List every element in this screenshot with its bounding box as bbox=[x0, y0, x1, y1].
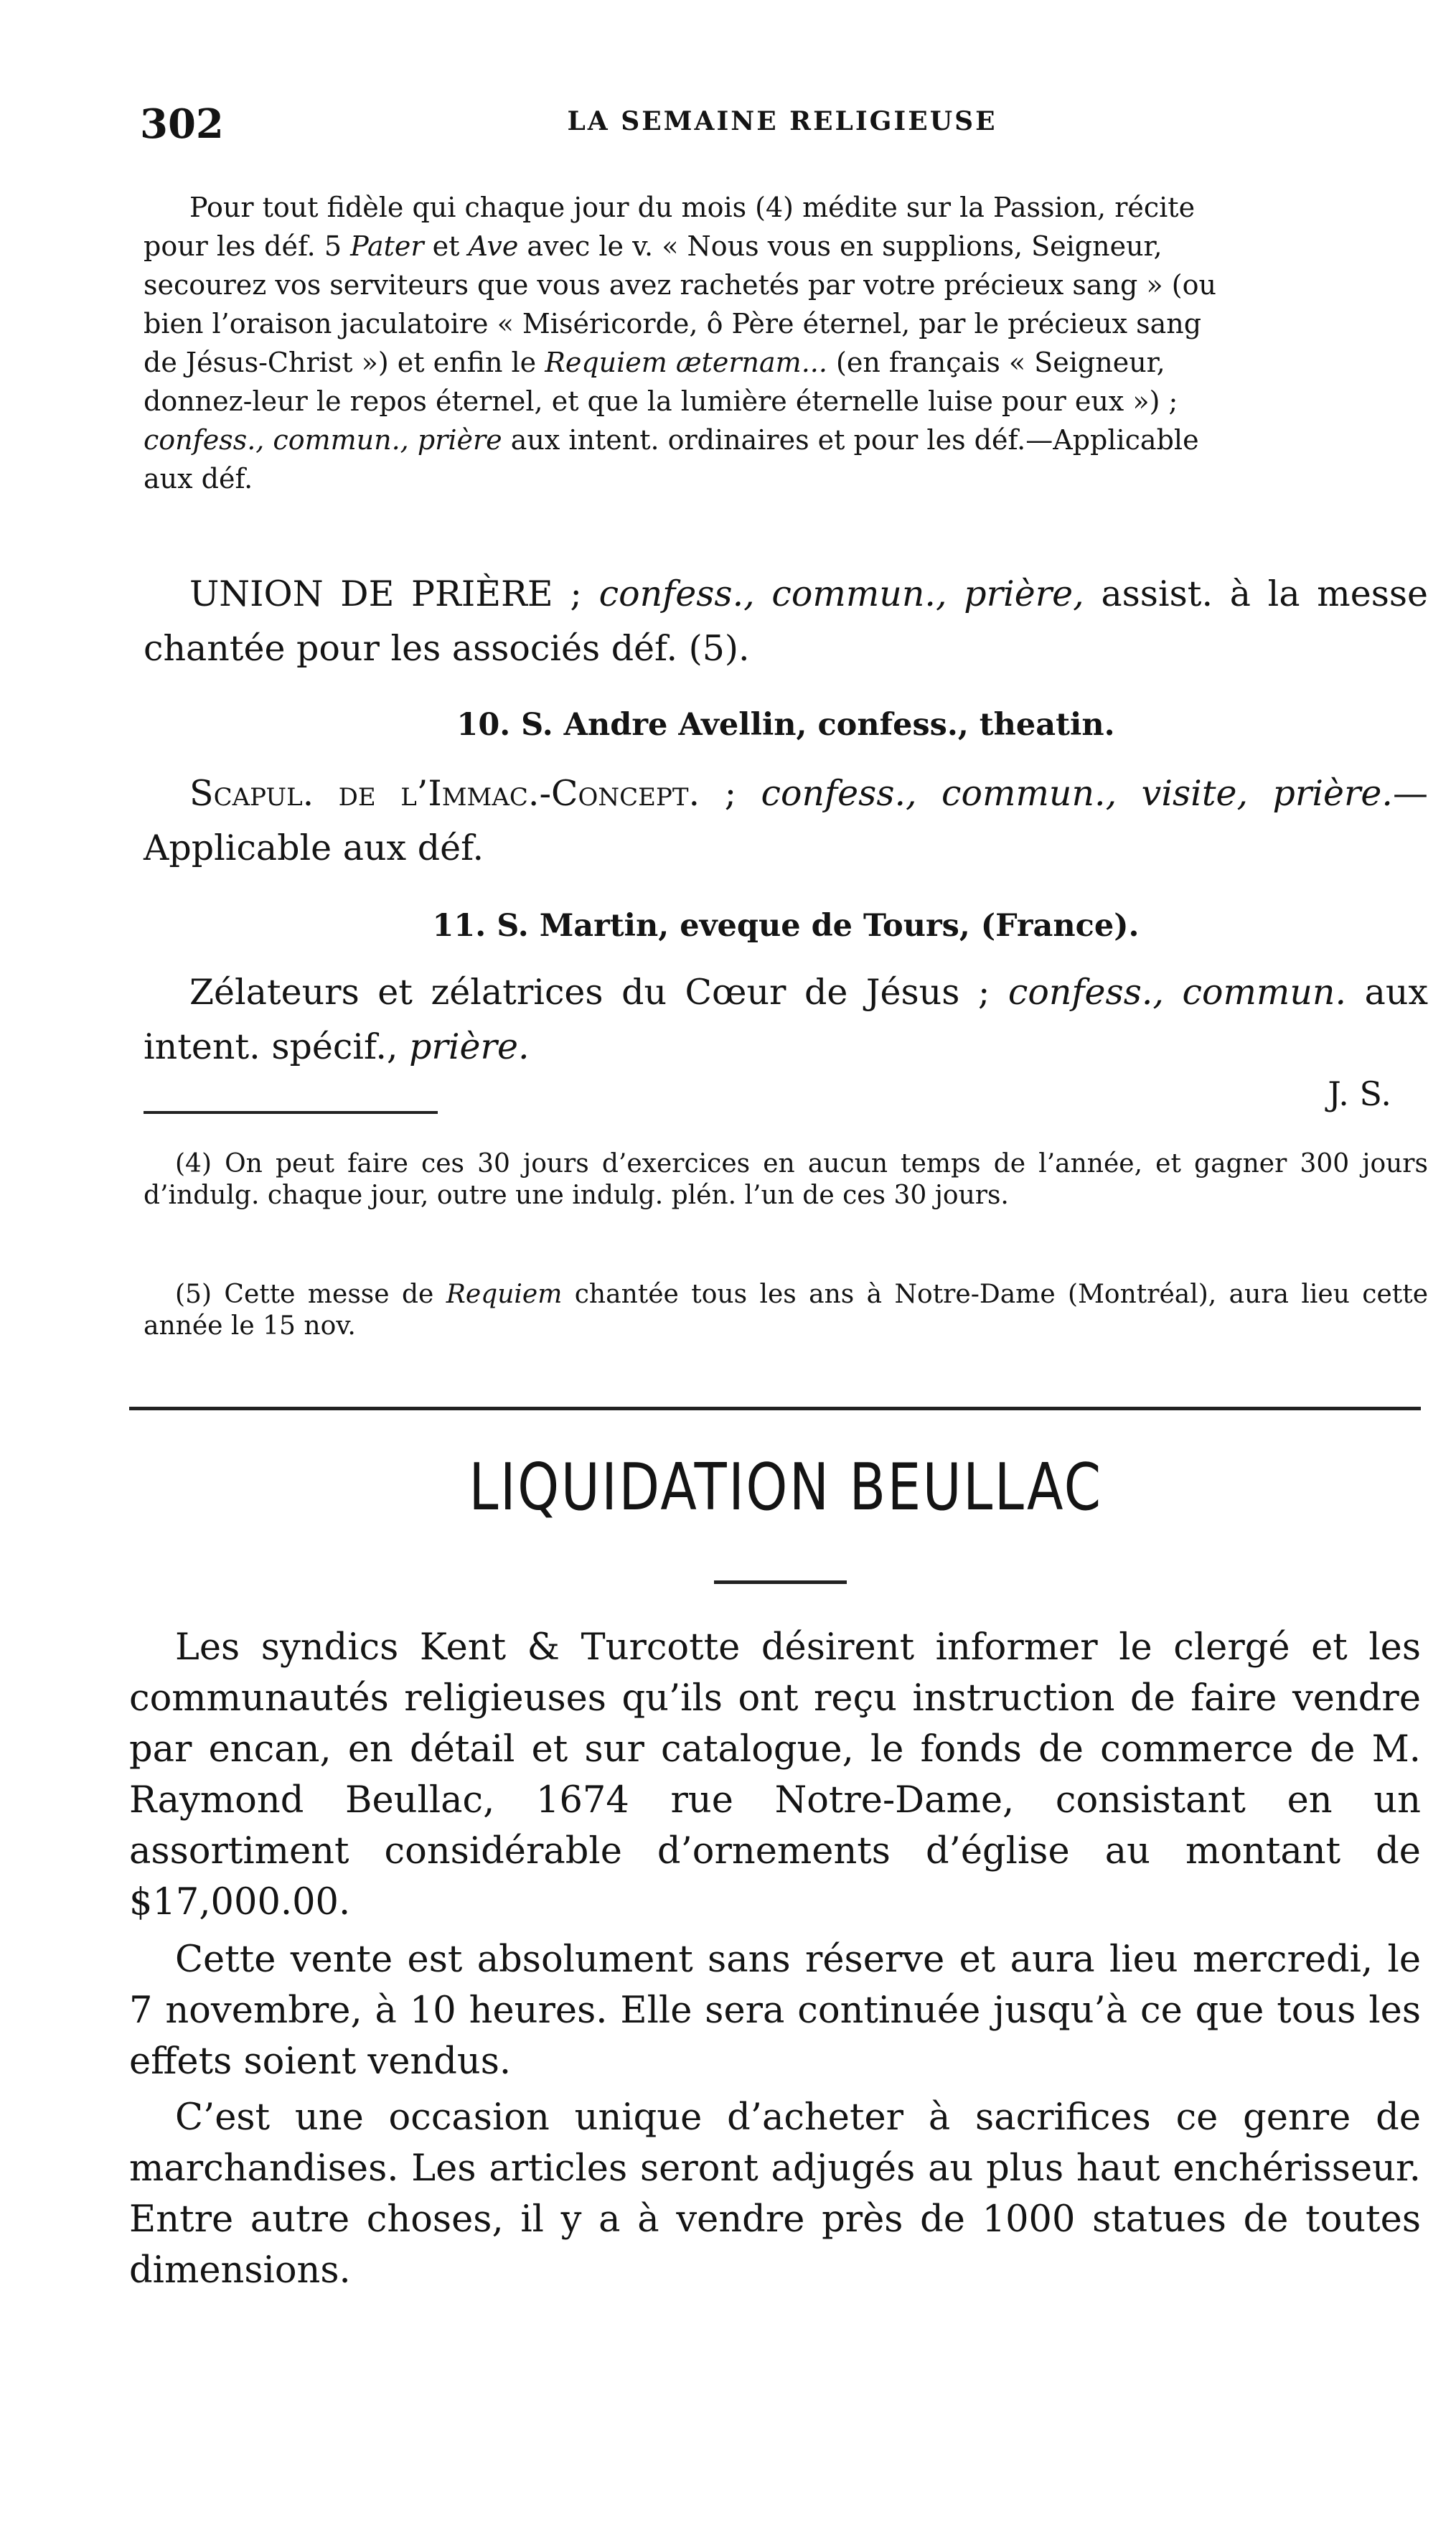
text-line: Pour tout fidèle qui chaque jour du mois (4) médite sur la Passion, récite bbox=[189, 192, 1196, 223]
text-line: donnez-leur le repos éternel, et que la lumière éternelle luise pour eux ») ; bbox=[144, 385, 1178, 417]
footnote-4: (4) On peut faire ces 30 jours d’exercices en aucun temps de l’année, et gagner 300 jours d’indulg. chaque jour, outre une indulg. plén. l’un de ces 30 jours. bbox=[144, 1149, 1428, 1210]
advertisement-paragraph-1: Les syndics Kent & Turcotte désirent informer le clergé et les communautés religieuses qu’ils ont reçu instruction de faire vendre par encan, en détail et sur catalogue, le fonds de commerce de M. Raymond Beullac, 1674 rue Notre-Dame, consistant en un assortiment considérable d’ornements d’église au montant de $17,000.00. bbox=[129, 1626, 1421, 1923]
union-lead: UNION DE PRIÈRE bbox=[189, 573, 553, 614]
indulgence-paragraph bbox=[144, 188, 1428, 498]
section-divider bbox=[129, 1407, 1421, 1410]
advertisement-paragraph-3: C’est une occasion unique d’acheter à sacrifices ce genre de marchandises. Les articles seront adjugés au plus haut enchérisseur. Entre autre choses, il y a à vendre près de 1000 statues de toutes dimensions. bbox=[129, 2096, 1421, 2292]
title-underline bbox=[714, 1580, 847, 1584]
running-title: LA SEMAINE RELIGIEUSE bbox=[567, 106, 997, 136]
advertisement-paragraph-2: Cette vente est absolument sans réserve et aura lieu mercredi, le 7 novembre, à 10 heures. Elle sera continuée jusqu’à ce que tous les effets soient vendus. bbox=[129, 1939, 1421, 2083]
text-line: pour les déf. 5 Pater et Ave avec le v. « Nous vous en supplions, Seigneur, bbox=[144, 230, 1163, 262]
text-line: confess., commun., prière aux intent. ordinaires et pour les déf.—Applicable bbox=[144, 424, 1199, 456]
page-number: 302 bbox=[140, 100, 224, 148]
signature: J. S. bbox=[1328, 1074, 1391, 1113]
feast-heading-11: 11. S. Martin, eveque de Tours, (France). bbox=[432, 908, 1140, 944]
text-line: secourez vos serviteurs que vous avez rachetés par votre précieux sang » (ou bbox=[144, 269, 1216, 301]
text-line: aux déf. bbox=[144, 463, 253, 495]
scapulaire-paragraph: Scapul. de l’Immac.-Concept. ; confess., commun., visite, prière.—Applicable aux déf. bbox=[144, 773, 1428, 868]
union-de-priere-paragraph: UNION DE PRIÈRE ; confess., commun., prière, assist. à la messe chantée pour les associés déf. (5). bbox=[144, 573, 1429, 669]
feast-heading-10: 10. S. Andre Avellin, confess., theatin. bbox=[456, 707, 1115, 743]
text-line: de Jésus-Christ ») et enfin le Requiem æternam... (en français « Seigneur, bbox=[144, 347, 1165, 378]
footnote-divider bbox=[144, 1111, 438, 1114]
zelateurs-paragraph: Zélateurs et zélatrices du Cœur de Jésus ; confess., commun. aux intent. spécif., prière. bbox=[144, 972, 1429, 1067]
text-line: bien l’oraison jaculatoire « Miséricorde, ô Père éternel, par le précieux sang bbox=[144, 308, 1202, 339]
advertisement-title: LIQUIDATION BEULLAC bbox=[469, 1450, 1103, 1525]
page-header bbox=[140, 100, 1424, 151]
scapulaire-lead: Scapul. de l’Immac.-Concept. bbox=[189, 773, 700, 814]
footnote-5: (5) Cette messe de Requiem chantée tous les ans à Notre-Dame (Montréal), aura lieu cette année le 15 nov. bbox=[144, 1280, 1428, 1341]
